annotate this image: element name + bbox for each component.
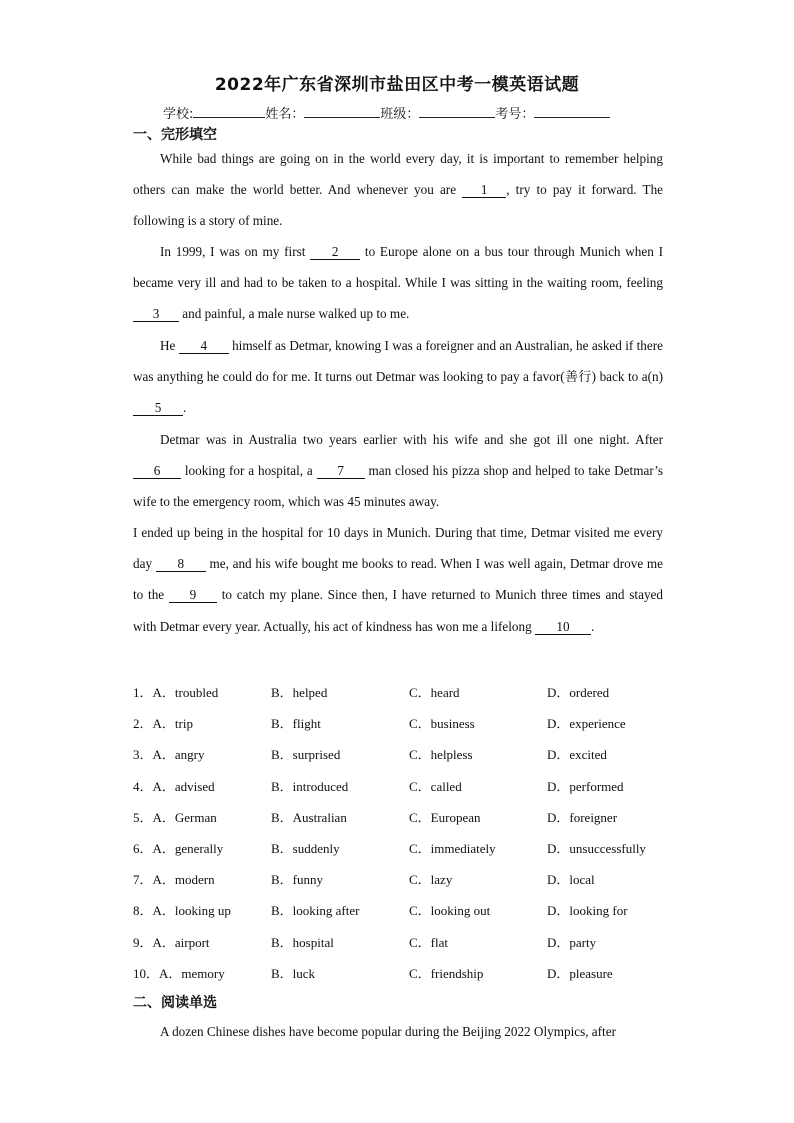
option-d[interactable]: D．foreigner <box>547 809 618 825</box>
reading-paragraph-1: A dozen Chinese dishes have become popular during the Beijing 2022 Olympics, after <box>160 1024 616 1039</box>
option-a[interactable]: 1．A．troubled <box>133 685 219 701</box>
blank-4: 4 <box>179 339 229 354</box>
paragraph-3: He 4 himself as Detmar, knowing I was a foreigner and an Australian, he asked if there was anything he could do for me. It turns out Detmar was looking to pay a favor(善行) back to a(n) 5 . <box>133 338 663 416</box>
blank-10: 10 <box>535 620 591 635</box>
option-c[interactable]: C．heard <box>409 685 460 701</box>
option-c[interactable]: C．immediately <box>409 841 496 857</box>
option-c[interactable]: C．looking out <box>409 903 491 919</box>
option-b[interactable]: B．flight <box>271 716 321 732</box>
option-d[interactable]: D．unsuccessfully <box>547 841 646 857</box>
option-a[interactable]: 7．A．modern <box>133 872 215 888</box>
option-c[interactable]: C．helpless <box>409 747 473 763</box>
option-row <box>133 926 693 957</box>
exam-no-blank[interactable] <box>534 105 610 118</box>
blank-7: 7 <box>317 464 365 479</box>
option-b[interactable]: B．hospital <box>271 934 334 950</box>
section-heading-cloze: 一、完形填空 <box>133 127 217 143</box>
option-row <box>133 894 693 925</box>
blank-6: 6 <box>133 464 181 479</box>
blank-9: 9 <box>169 588 217 603</box>
option-b[interactable]: B．introduced <box>271 778 349 794</box>
blank-1: 1 <box>462 183 506 198</box>
option-b[interactable]: B．luck <box>271 965 316 981</box>
option-a[interactable]: 8．A．looking up <box>133 903 231 919</box>
option-b[interactable]: B．helped <box>271 685 328 701</box>
school-label: 学校: <box>163 107 194 122</box>
option-a[interactable]: 3．A．angry <box>133 747 205 763</box>
option-a[interactable]: 4．A．advised <box>133 778 215 794</box>
option-d[interactable]: D．looking for <box>547 903 628 919</box>
option-c[interactable]: C．lazy <box>409 872 453 888</box>
class-label: 班级： <box>380 107 420 122</box>
option-c[interactable]: C．flat <box>409 934 448 950</box>
option-row <box>133 707 693 738</box>
option-row <box>133 738 693 769</box>
paragraph-4: Detmar was in Australia two years earlier with his wife and she got ill one night. After 6 looking for a hospital, a 7 man closed his pizza shop and helped to take Detmar’s wife to the emergency room, which was 45 minutes away. <box>133 432 663 510</box>
option-c[interactable]: C．called <box>409 778 462 794</box>
option-row <box>133 957 693 988</box>
option-row <box>133 676 693 707</box>
option-a[interactable]: 6．A．generally <box>133 841 224 857</box>
option-row <box>133 832 693 863</box>
option-d[interactable]: D．pleasure <box>547 965 613 981</box>
blank-5: 5 <box>133 401 183 416</box>
option-row <box>133 770 693 801</box>
student-info-line <box>163 103 610 122</box>
blank-8: 8 <box>156 557 206 572</box>
paragraph-5: I ended up being in the hospital for 10 days in Munich. During that time, Detmar visited me every day 8 me, and his wife bought me books to read. When I was well again, Detmar drove me to the 9 to catch my plane. Since then, I have returned to Munich three times and stayed with Detmar every year. Actually, his act of kindness has won me a lifelong 10 . <box>133 525 663 634</box>
option-a[interactable]: 9．A．airport <box>133 934 210 950</box>
option-b[interactable]: B．funny <box>271 872 324 888</box>
exam-no-label: 考号： <box>495 107 535 122</box>
option-b[interactable]: B．looking after <box>271 903 360 919</box>
name-blank[interactable] <box>304 105 380 118</box>
option-b[interactable]: B．surprised <box>271 747 341 763</box>
option-c[interactable]: C．business <box>409 716 475 732</box>
paragraph-1: While bad things are going on in the world every day, it is important to remember helping others can make the world better. And whenever you are 1 , try to pay it forward. The following is a story of mine. <box>133 151 664 229</box>
paragraph-2: In 1999, I was on my first 2 to Europe alone on a bus tour through Munich when I became very ill and had to be taken to a hospital. While I was sitting in the waiting room, feeling 3 and painful, a male nurse walked up to me. <box>133 244 663 322</box>
option-d[interactable]: D．excited <box>547 747 607 763</box>
option-d[interactable]: D．party <box>547 934 597 950</box>
option-row <box>133 801 693 832</box>
option-a[interactable]: 5．A．German <box>133 809 217 825</box>
class-blank[interactable] <box>419 105 495 118</box>
school-blank[interactable] <box>193 105 265 118</box>
blank-2: 2 <box>310 245 360 260</box>
option-c[interactable]: C．friendship <box>409 965 484 981</box>
name-label: 姓名： <box>265 107 305 122</box>
option-d[interactable]: D．local <box>547 872 595 888</box>
option-d[interactable]: D．ordered <box>547 685 610 701</box>
option-d[interactable]: D．performed <box>547 778 624 794</box>
option-row <box>133 863 693 894</box>
option-c[interactable]: C．European <box>409 809 481 825</box>
blank-3: 3 <box>133 307 179 322</box>
option-b[interactable]: B．Australian <box>271 809 347 825</box>
section-heading-reading: 二、阅读单选 <box>133 995 217 1011</box>
option-a[interactable]: 2．A．trip <box>133 716 193 732</box>
options-table <box>133 676 693 988</box>
option-d[interactable]: D．experience <box>547 716 626 732</box>
option-a[interactable]: 10．A．memory <box>133 965 225 981</box>
option-b[interactable]: B．suddenly <box>271 841 340 857</box>
page-title: 2022年广东省深圳市盐田区中考一模英语试题 <box>214 75 580 95</box>
